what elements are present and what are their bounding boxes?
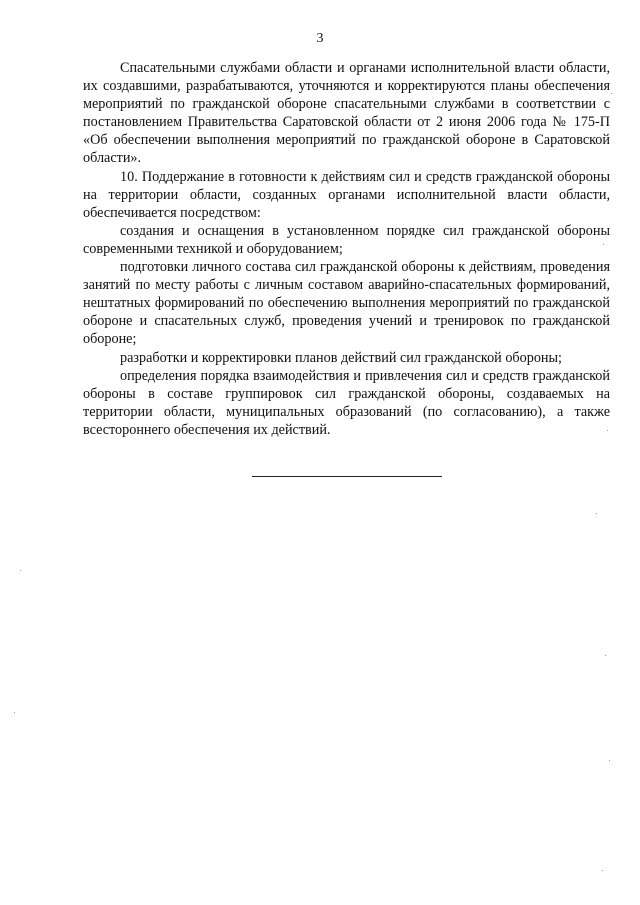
scan-speck bbox=[603, 244, 604, 245]
scan-speck bbox=[20, 570, 21, 571]
page-number: 3 bbox=[316, 31, 324, 46]
end-of-text-rule bbox=[252, 476, 442, 477]
scan-speck bbox=[611, 93, 612, 94]
scan-speck bbox=[602, 870, 603, 871]
scan-speck bbox=[605, 655, 606, 656]
scan-speck bbox=[596, 513, 597, 514]
paragraph-item-10-readiness: 10. Поддержание в готовности к действиям сил и средств гражданской обороны на территории области, созданных органами исполнительной власти области, обеспечивается посредством: bbox=[83, 168, 610, 221]
paragraph-equipping-forces: создания и оснащения в установленном порядке сил гражданской обороны современными техникой и оборудованием; bbox=[83, 222, 610, 257]
scan-speck bbox=[14, 712, 15, 713]
paragraph-interaction-order: определения порядка взаимодействия и привлечения сил и средств гражданской обороны в составе группировок сил гражданской обороны, создаваемых на территории области, муниципальных образований (по согласованию), а также всестороннего обеспечения их действий. bbox=[83, 367, 610, 438]
document-body bbox=[83, 59, 610, 439]
scan-speck bbox=[609, 760, 610, 761]
scan-speck bbox=[607, 430, 608, 431]
paragraph-rescue-services-plans: Спасательными службами области и органами исполнительной власти области, их создавшими, разрабатываются, уточняются и корректируются планы обеспечения мероприятий по гражданской обороне спасательными службами в соответствии с постановлением Правительства Саратовской области от 2 июня 2006 года № 175-П «Об обеспечении выполнения мероприятий по гражданской обороне в Саратовской области». bbox=[83, 60, 610, 167]
paragraph-action-plans: разработки и корректировки планов действий сил гражданской обороны; bbox=[120, 349, 562, 366]
paragraph-personnel-training: подготовки личного состава сил гражданской обороны к действиям, проведения занятий по месту работы с личным составом аварийно-спасательных формирований, нештатных формирований по обеспечению выполнения мероприятий по гражданской обороне и спасательных служб, проведения учений и тренировок по гражданской обороне; bbox=[83, 259, 610, 348]
